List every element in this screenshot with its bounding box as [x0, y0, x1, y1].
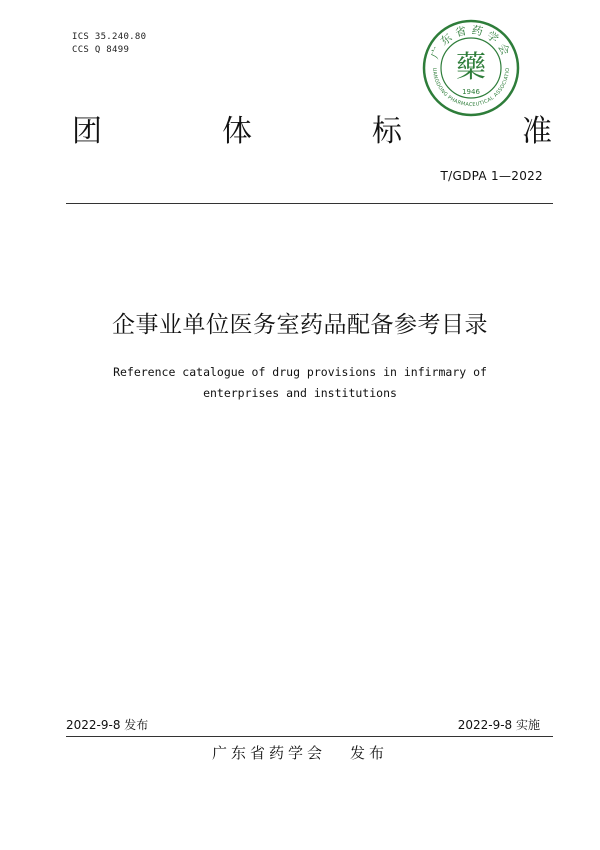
title-english-line: Reference catalogue of drug provisions in infirmary of [113, 365, 487, 379]
seal-year: 1946 [462, 88, 480, 96]
classification-codes [72, 31, 146, 57]
implement-date: 2022-9-8 实施 [457, 718, 540, 732]
title-chinese: 企事业单位医务室药品配备参考目录 [112, 312, 488, 338]
association-seal-icon [421, 18, 521, 118]
doc-type-char: 准 [522, 114, 552, 149]
seal-top-text: 广东省药学会 [428, 23, 514, 61]
seal-center-glyph: 藥 [456, 50, 486, 85]
publisher-name: 广东省药学会 [211, 744, 326, 762]
ccs-code: CCS Q 8499 [72, 45, 130, 55]
doc-type-char: 团 [72, 114, 102, 149]
doc-type-char: 标 [372, 114, 402, 149]
seal-bottom-text: UANGDONG PHARMACEUTICAL ASSOCIATIO [430, 67, 512, 109]
header-divider [66, 203, 553, 204]
standard-number: T/GDPA 1—2022 [440, 169, 543, 183]
publisher-line [0, 742, 600, 763]
ics-code: ICS 35.240.80 [72, 32, 147, 42]
title-english [80, 362, 520, 404]
document-type-heading [72, 114, 552, 150]
publisher-action: 发布 [350, 744, 389, 762]
doc-type-char: 体 [222, 114, 252, 149]
footer-divider [66, 736, 553, 737]
title-english-line: enterprises and institutions [203, 386, 397, 400]
publish-date: 2022-9-8 发布 [66, 718, 149, 732]
